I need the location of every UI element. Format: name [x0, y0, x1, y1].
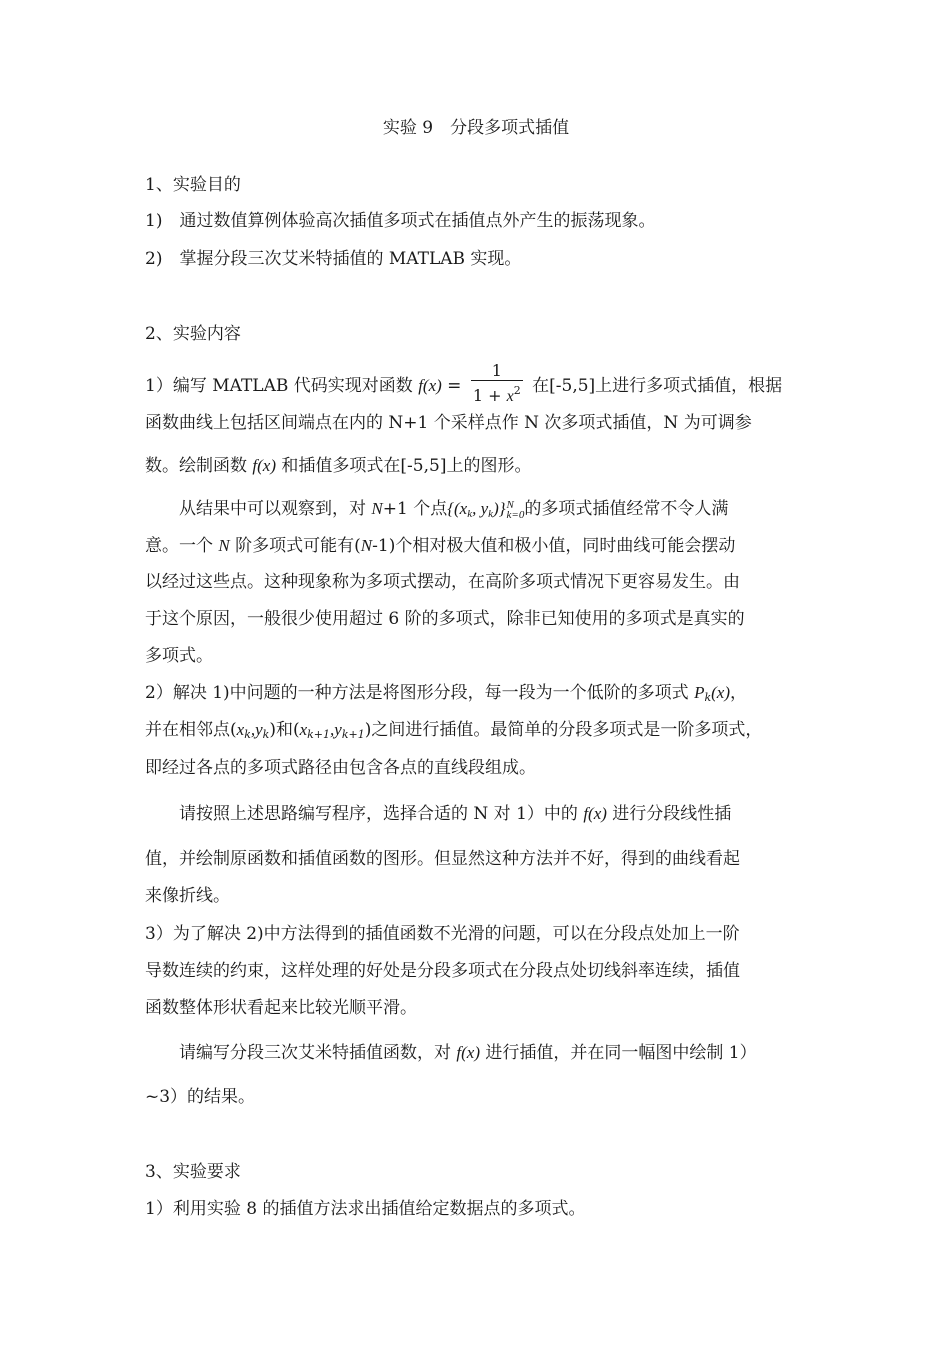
fx-symbol: f(x) [418, 376, 442, 395]
content-p5-line1: 3）为了解决 2)中方法得到的插值函数不光滑的问题，可以在分段点处加上一阶 [145, 924, 740, 944]
content-p3-line3: 即经过各点的多项式路径由包含各点的直线段组成。 [145, 758, 536, 778]
content-p1-line2: 函数曲线上包括区间端点在内的 N+1 个采样点作 N 次多项式插值，N 为可调参 [145, 413, 752, 433]
section-3-heading: 3、实验要求 [145, 1162, 241, 1182]
content-p6-line2: ~3）的结果。 [145, 1087, 256, 1107]
content-p5-line3: 函数整体形状看起来比较光顺平滑。 [145, 998, 417, 1018]
content-p3-line2: 并在相邻点$(x_k,y_k)$和$(x_{k+1},y_{k+1})$之间进行插值。最简单的分段多项式是一阶多项式， [145, 720, 763, 741]
point-set: {($x_k$, $y_k$)} N k=0 [447, 499, 525, 522]
content-p2-line5: 多项式。 [145, 646, 213, 666]
content-p3-line1: 2）解决 1)中问题的一种方法是将图形分段，每一段为一个低阶的多项式 $P_k(x)$， [145, 683, 748, 704]
content-p4-line1: 请按照上述思路编写程序，选择合适的 N 对 1）中的 f(x) 进行分段线性插 [179, 804, 732, 824]
content-p2-line2: 意。一个 N 阶多项式可能有(N-1)个相对极大值和极小值，同时曲线可能会摆动 [145, 536, 736, 556]
requirement-item-1: 1）利用实验 8 的插值方法求出插值给定数据点的多项式。 [145, 1199, 586, 1219]
content-p2-line3: 以经过这些点。这种现象称为多项式摆动，在高阶多项式情况下更容易发生。由 [145, 572, 740, 592]
content-p4-line3: 来像折线。 [145, 886, 230, 906]
objective-item-1: 1) 通过数值算例体验高次插值多项式在插值点外产生的振荡现象。 [145, 211, 656, 231]
content-p2-line4: 于这个原因，一般很少使用超过 6 阶的多项式，除非已知使用的多项式是真实的 [145, 609, 745, 629]
content-p1-line1: 1）编写 MATLAB 代码实现对函数 f(x) = $\frac{1}{1 + x^2}$ 在[-5,5]上进行多项式插值，根据 [145, 361, 783, 405]
content-p4-line2: 值，并绘制原函数和插值函数的图形。但显然这种方法并不好，得到的曲线看起 [145, 849, 740, 869]
content-p5-line2: 导数连续的约束，这样处理的好处是分段多项式在分段点处切线斜率连续，插值 [145, 961, 740, 981]
runge-fraction: $\frac{1}{1 + x^2}$ [472, 361, 521, 405]
content-p6-line1: 请编写分段三次艾米特插值函数，对 f(x) 进行插值，并在同一幅图中绘制 1） [179, 1043, 757, 1063]
content-p1-line3: 数。绘制函数 f(x) 和插值多项式在[-5,5]上的图形。 [145, 456, 532, 476]
section-2-heading: 2、实验内容 [145, 324, 241, 344]
content-p2-line1: 从结果中可以观察到，对 N+1 个点{($x_k$, $y_k$)} N k=0 的多项式插值经常不令人满 [179, 499, 729, 522]
section-1-heading: 1、实验目的 [145, 175, 241, 195]
objective-item-2: 2) 掌握分段三次艾米特插值的 MATLAB 实现。 [145, 249, 522, 269]
page-title: 实验 9 分段多项式插值 [382, 118, 570, 138]
